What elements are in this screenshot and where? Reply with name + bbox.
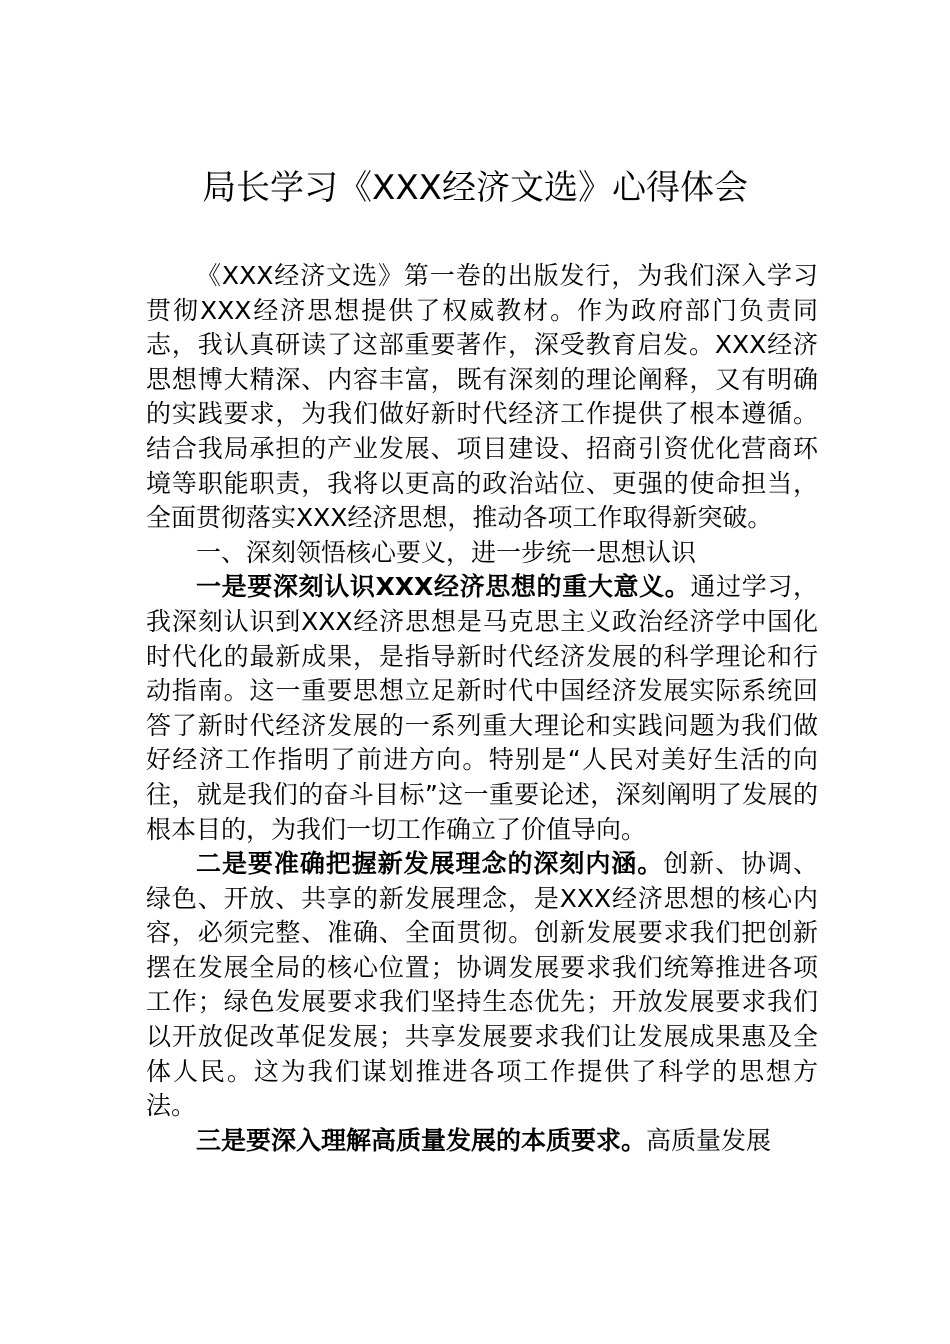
point-2-paragraph [146, 847, 818, 1124]
point-1-lead: 一是要深刻认识XXX经济思想的重大意义。 [196, 572, 691, 602]
document-body [146, 259, 818, 1158]
section-heading: 一、深刻领悟核心要义，进一步统一思想认识 [196, 537, 697, 567]
point-3-text: 高质量发展 [646, 1125, 772, 1155]
point-3-paragraph [146, 1124, 818, 1159]
document-title: 局长学习《XXX经济文选》心得体会 [202, 168, 748, 208]
point-1-paragraph [146, 570, 818, 847]
point-2-text: 创新、协调、绿色、开放、共享的新发展理念，是XXX经济思想的核心内容，必须完整、准确、全面贯彻。创新发展要求我们把创新摆在发展全局的核心位置；协调发展要求我们统筹推进各项工作；绿色发展要求我们坚持生态优先；开放发展要求我们以开放促改革促发展；共享发展要求我们让发展成果惠及全体人民。这为我们谋划推进各项工作提供了科学的思想方法。 [146, 849, 818, 1121]
intro-paragraph: 《XXX经济文选》第一卷的出版发行，为我们深入学习贯彻XXX经济思想提供了权威教材。作为政府部门负责同志，我认真研读了这部重要著作，深受教育启发。XXX经济思想博大精深、内容丰富，既有深刻的理论阐释，又有明确的实践要求，为我们做好新时代经济工作提供了根本遵循。结合我局承担的产业发展、项目建设、招商引资优化营商环境等职能职责，我将以更高的政治站位、更强的使命担当，全面贯彻落实XXX经济思想，推动各项工作取得新突破。 [146, 261, 818, 533]
point-3-lead: 三是要深入理解高质量发展的本质要求。 [196, 1125, 647, 1155]
point-2-lead: 二是要准确把握新发展理念的深刻内涵。 [196, 849, 664, 879]
point-1-text: 通过学习，我深刻认识到XXX经济思想是马克思主义政治经济学中国化时代化的最新成果，是指导新时代经济发展的科学理论和行动指南。这一重要思想立足新时代中国经济发展实际系统回答了新时代经济发展的一系列重大理论和实践问题为我们做好经济工作指明了前进方向。特别是“人民对美好生活的向往，就是我们的奋斗目标”这一重要论述，深刻阐明了发展的根本目的，为我们一切工作确立了价值导向。 [146, 572, 818, 844]
